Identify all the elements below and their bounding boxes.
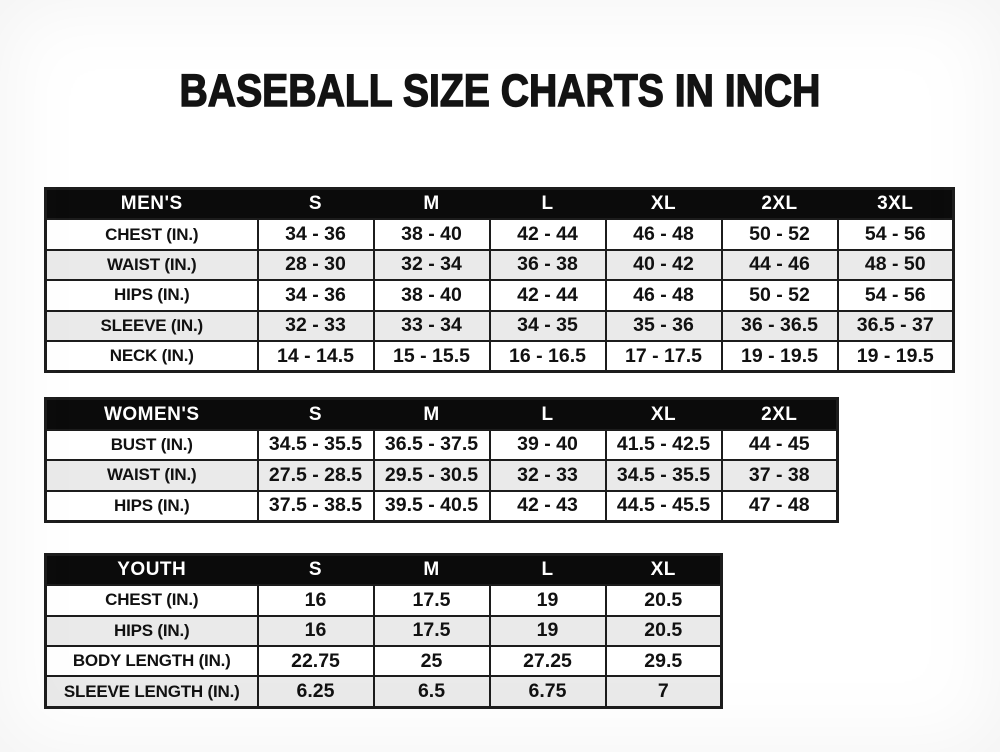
row-label-cell: WAIST (IN.) xyxy=(46,460,258,490)
size-value-cell: 19 xyxy=(490,616,606,646)
size-value-cell: 16 xyxy=(258,585,374,615)
size-value-cell: 20.5 xyxy=(606,616,722,646)
row-label-cell: CHEST (IN.) xyxy=(46,219,258,249)
table-row xyxy=(46,676,722,707)
size-value-cell: 48 - 50 xyxy=(838,250,954,280)
size-value-cell: 34 - 35 xyxy=(490,311,606,341)
table-row xyxy=(46,491,838,522)
size-column-header: L xyxy=(490,399,606,430)
size-column-header: XL xyxy=(606,189,722,220)
size-column-header: M xyxy=(374,554,490,585)
table-row xyxy=(46,280,954,310)
size-column-header: 2XL xyxy=(722,189,838,220)
size-value-cell: 32 - 34 xyxy=(374,250,490,280)
size-value-cell: 16 - 16.5 xyxy=(490,341,606,372)
row-label-cell: WAIST (IN.) xyxy=(46,250,258,280)
size-tables xyxy=(0,187,1000,709)
size-column-header: S xyxy=(258,189,374,220)
size-value-cell: 47 - 48 xyxy=(722,491,838,522)
size-value-cell: 14 - 14.5 xyxy=(258,341,374,372)
table-row xyxy=(46,311,954,341)
size-value-cell: 35 - 36 xyxy=(606,311,722,341)
table-row xyxy=(46,430,838,460)
row-label-cell: CHEST (IN.) xyxy=(46,585,258,615)
size-value-cell: 19 - 19.5 xyxy=(838,341,954,372)
size-value-cell: 34.5 - 35.5 xyxy=(258,430,374,460)
size-value-cell: 44.5 - 45.5 xyxy=(606,491,722,522)
table-row xyxy=(46,219,954,249)
size-value-cell: 34.5 - 35.5 xyxy=(606,460,722,490)
womens-size-table xyxy=(44,397,839,523)
size-value-cell: 17 - 17.5 xyxy=(606,341,722,372)
size-value-cell: 19 xyxy=(490,585,606,615)
size-value-cell: 34 - 36 xyxy=(258,280,374,310)
size-value-cell: 29.5 - 30.5 xyxy=(374,460,490,490)
size-value-cell: 19 - 19.5 xyxy=(722,341,838,372)
page-title: BASEBALL SIZE CHARTS IN INCH xyxy=(179,65,821,116)
womens-table-title: WOMEN'S xyxy=(46,399,258,430)
table-row xyxy=(46,341,954,372)
row-label-cell: HIPS (IN.) xyxy=(46,491,258,522)
size-value-cell: 32 - 33 xyxy=(490,460,606,490)
size-value-cell: 33 - 34 xyxy=(374,311,490,341)
mens-header-row xyxy=(46,189,954,220)
size-column-header: M xyxy=(374,399,490,430)
size-value-cell: 34 - 36 xyxy=(258,219,374,249)
size-value-cell: 36.5 - 37.5 xyxy=(374,430,490,460)
size-value-cell: 6.75 xyxy=(490,676,606,707)
table-row xyxy=(46,585,722,615)
size-value-cell: 50 - 52 xyxy=(722,280,838,310)
size-value-cell: 36 - 36.5 xyxy=(722,311,838,341)
size-value-cell: 44 - 46 xyxy=(722,250,838,280)
size-value-cell: 46 - 48 xyxy=(606,219,722,249)
size-column-header: S xyxy=(258,554,374,585)
size-value-cell: 28 - 30 xyxy=(258,250,374,280)
size-value-cell: 42 - 44 xyxy=(490,280,606,310)
row-label-cell: BODY LENGTH (IN.) xyxy=(46,646,258,676)
size-column-header: L xyxy=(490,554,606,585)
table-row xyxy=(46,616,722,646)
size-column-header: XL xyxy=(606,554,722,585)
size-value-cell: 50 - 52 xyxy=(722,219,838,249)
youth-table-title: YOUTH xyxy=(46,554,258,585)
size-value-cell: 22.75 xyxy=(258,646,374,676)
size-value-cell: 38 - 40 xyxy=(374,219,490,249)
size-value-cell: 41.5 - 42.5 xyxy=(606,430,722,460)
size-value-cell: 36 - 38 xyxy=(490,250,606,280)
size-value-cell: 17.5 xyxy=(374,585,490,615)
size-value-cell: 46 - 48 xyxy=(606,280,722,310)
size-value-cell: 39 - 40 xyxy=(490,430,606,460)
size-value-cell: 42 - 43 xyxy=(490,491,606,522)
row-label-cell: BUST (IN.) xyxy=(46,430,258,460)
table-row xyxy=(46,460,838,490)
size-value-cell: 42 - 44 xyxy=(490,219,606,249)
size-value-cell: 36.5 - 37 xyxy=(838,311,954,341)
size-value-cell: 44 - 45 xyxy=(722,430,838,460)
size-value-cell: 6.25 xyxy=(258,676,374,707)
size-value-cell: 27.5 - 28.5 xyxy=(258,460,374,490)
row-label-cell: SLEEVE LENGTH (IN.) xyxy=(46,676,258,707)
size-value-cell: 25 xyxy=(374,646,490,676)
size-column-header: XL xyxy=(606,399,722,430)
row-label-cell: SLEEVE (IN.) xyxy=(46,311,258,341)
size-value-cell: 54 - 56 xyxy=(838,280,954,310)
size-value-cell: 17.5 xyxy=(374,616,490,646)
size-value-cell: 7 xyxy=(606,676,722,707)
size-value-cell: 40 - 42 xyxy=(606,250,722,280)
row-label-cell: NECK (IN.) xyxy=(46,341,258,372)
size-value-cell: 39.5 - 40.5 xyxy=(374,491,490,522)
size-column-header: S xyxy=(258,399,374,430)
youth-size-table xyxy=(44,553,723,709)
table-row xyxy=(46,250,954,280)
mens-table-title: MEN'S xyxy=(46,189,258,220)
womens-header-row xyxy=(46,399,838,430)
size-value-cell: 54 - 56 xyxy=(838,219,954,249)
youth-header-row xyxy=(46,554,722,585)
size-value-cell: 29.5 xyxy=(606,646,722,676)
size-value-cell: 6.5 xyxy=(374,676,490,707)
size-value-cell: 27.25 xyxy=(490,646,606,676)
row-label-cell: HIPS (IN.) xyxy=(46,616,258,646)
size-value-cell: 37.5 - 38.5 xyxy=(258,491,374,522)
size-value-cell: 20.5 xyxy=(606,585,722,615)
size-value-cell: 38 - 40 xyxy=(374,280,490,310)
size-column-header: 3XL xyxy=(838,189,954,220)
size-column-header: 2XL xyxy=(722,399,838,430)
size-value-cell: 37 - 38 xyxy=(722,460,838,490)
size-column-header: M xyxy=(374,189,490,220)
size-value-cell: 32 - 33 xyxy=(258,311,374,341)
table-row xyxy=(46,646,722,676)
size-value-cell: 15 - 15.5 xyxy=(374,341,490,372)
size-value-cell: 16 xyxy=(258,616,374,646)
row-label-cell: HIPS (IN.) xyxy=(46,280,258,310)
size-column-header: L xyxy=(490,189,606,220)
mens-size-table xyxy=(44,187,955,373)
